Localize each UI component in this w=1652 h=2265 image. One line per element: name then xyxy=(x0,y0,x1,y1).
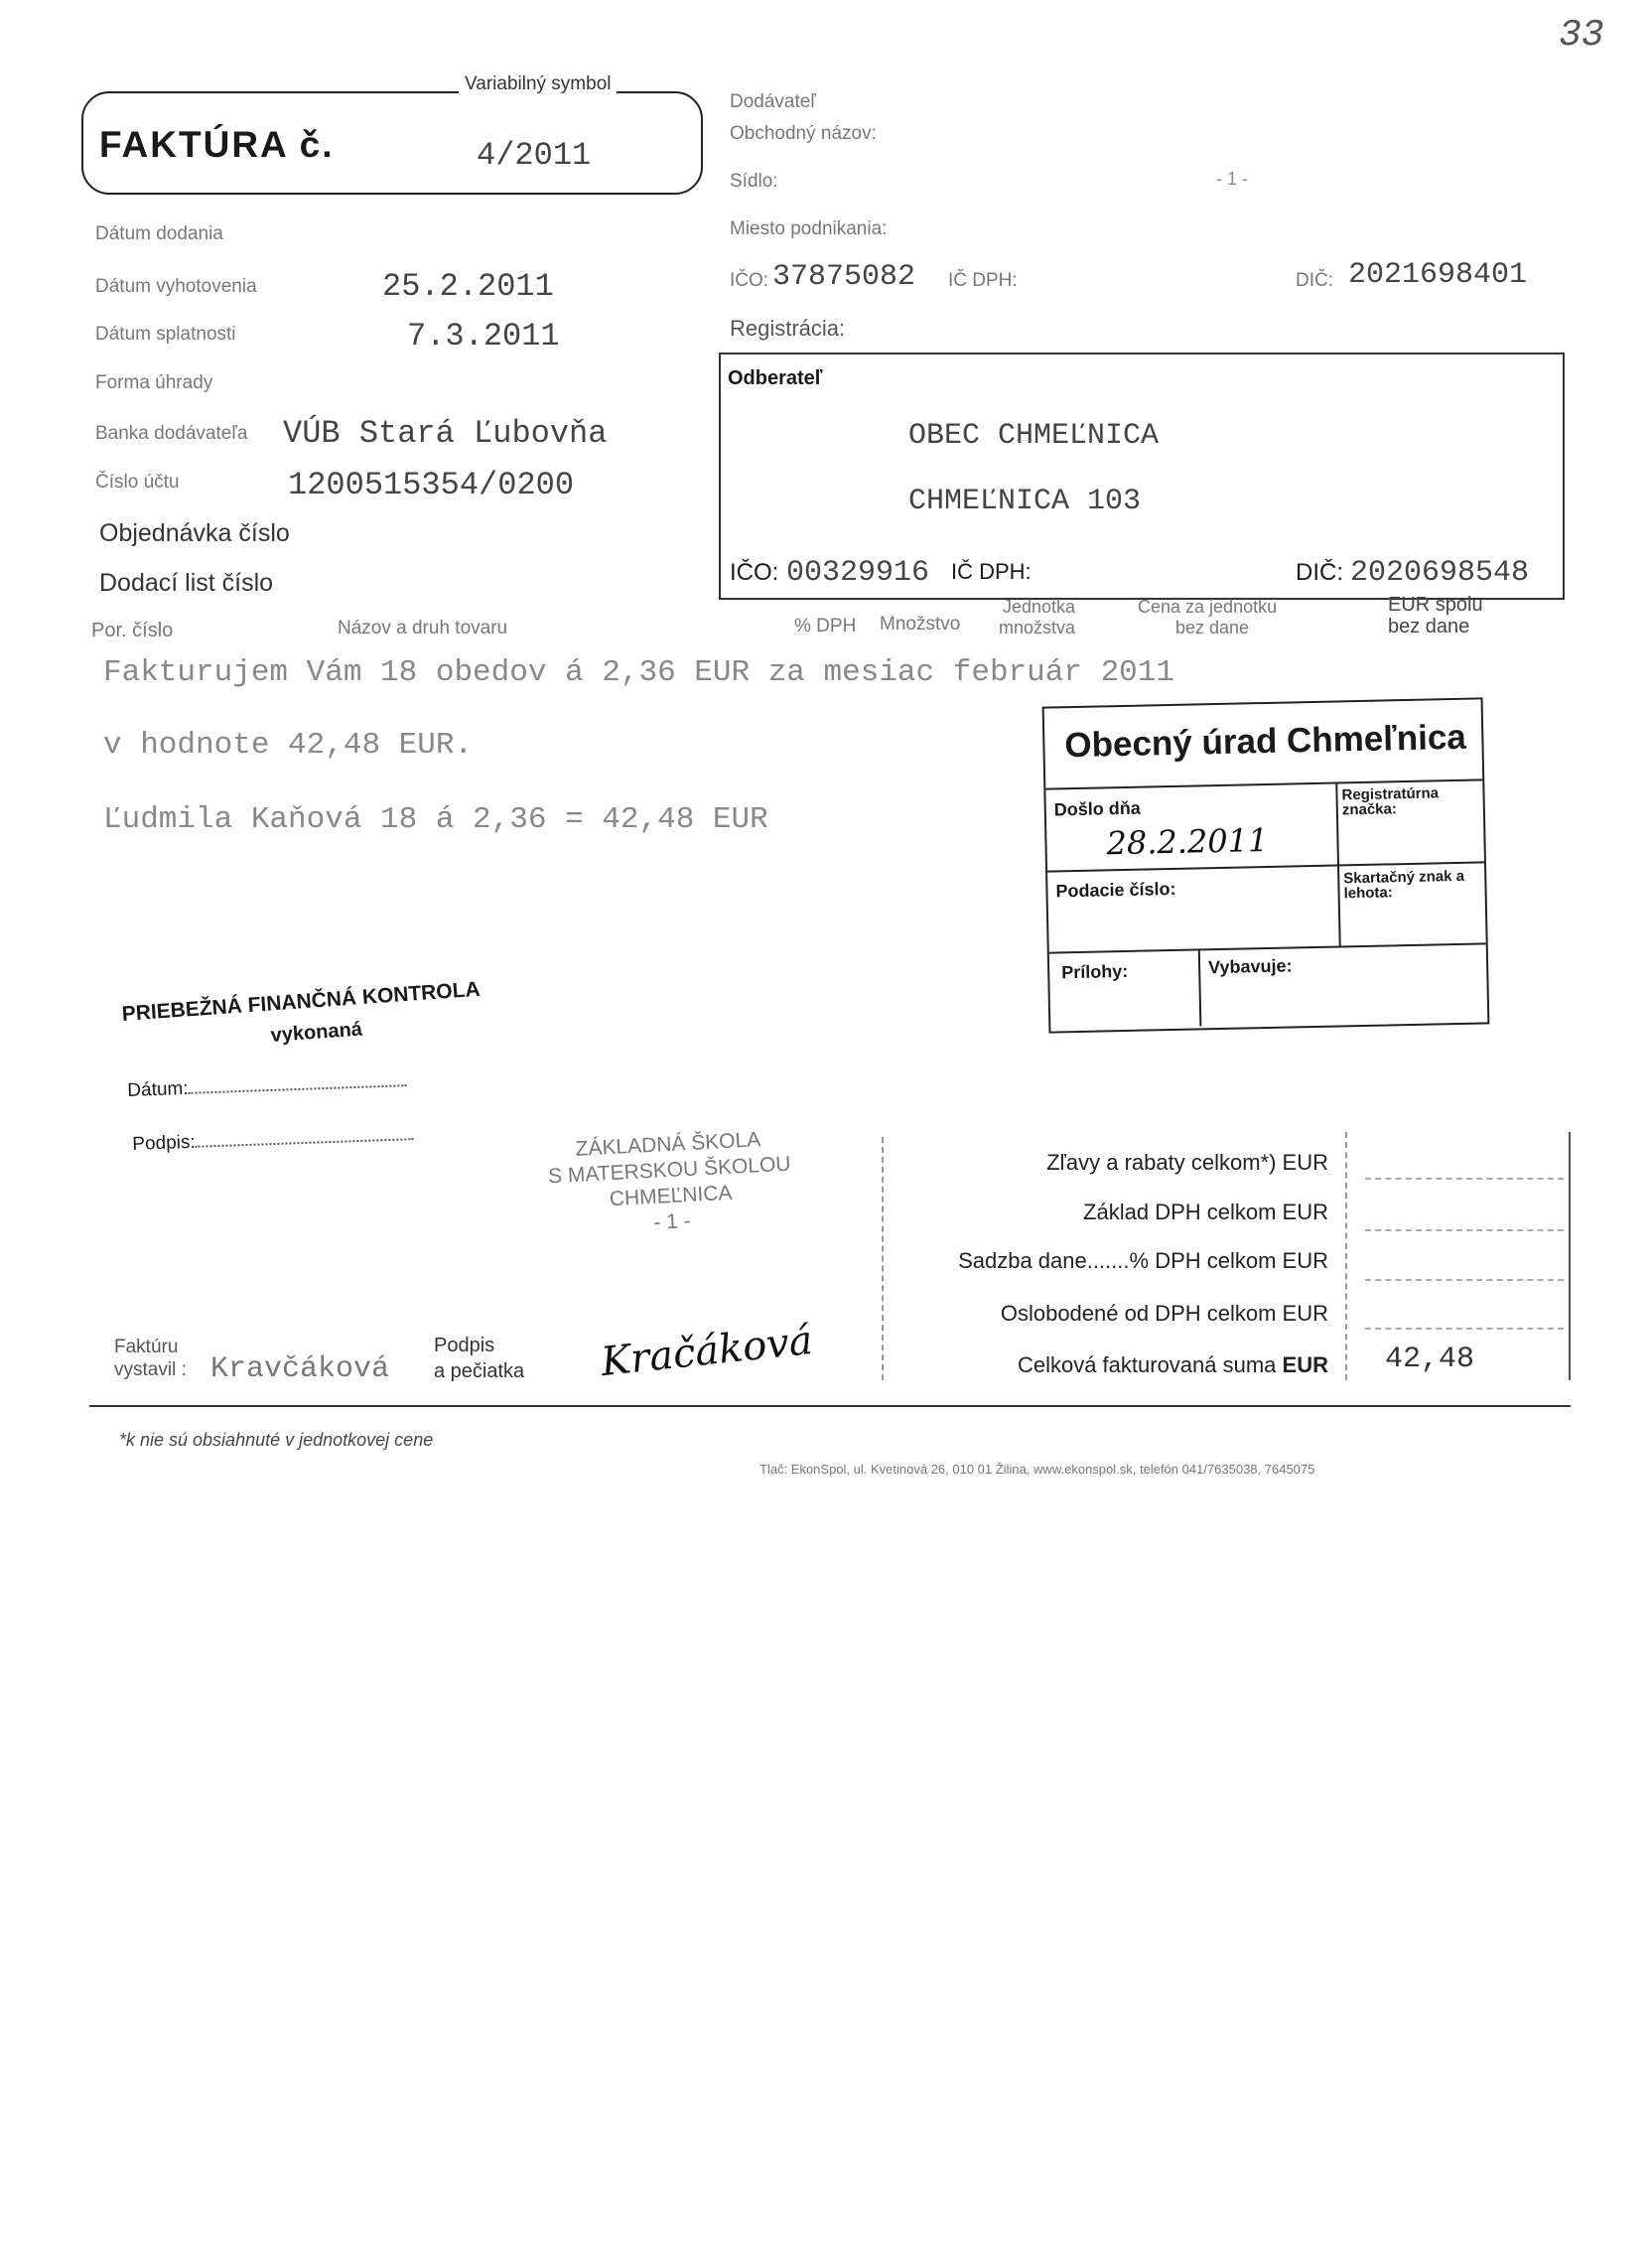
customer-dic: 2020698548 xyxy=(1350,556,1530,590)
stamp-received-date: 28.2.2011 xyxy=(1106,820,1269,863)
bank-name: VÚB Stará Ľubovňa xyxy=(283,415,608,452)
vat-exempt-label: Oslobodené od DPH celkom EUR xyxy=(1000,1301,1328,1326)
invoice-text-line1: Fakturujem Vám 18 obedov á 2,36 EUR za mesiac február 2011 xyxy=(103,655,1174,690)
col-unit-1: Jednotka xyxy=(1003,597,1076,617)
school-stamp-line4: - 1 - xyxy=(652,1208,692,1234)
supplier-dic-label: DIČ: xyxy=(1296,270,1333,291)
total-currency: EUR xyxy=(1282,1352,1328,1377)
supplier-ico: 37875082 xyxy=(772,260,916,294)
due-date-label: Dátum splatnosti xyxy=(95,324,236,345)
print-footer: Tlač: EkonSpol, ul. Kvetinová 26, 010 01 Žilina, www.ekonspol.sk, telefón 041/7635038, 7645075 xyxy=(759,1462,1315,1477)
school-stamp-line1: ZÁKLADNÁ ŠKOLA xyxy=(575,1128,761,1161)
col-qty: Množstvo xyxy=(880,614,961,635)
issuer-label xyxy=(114,1336,187,1381)
stamp-handled-label: Vybavuje: xyxy=(1207,955,1293,978)
signature-label-1: Podpis xyxy=(434,1335,495,1356)
vat-base-label: Základ DPH celkom EUR xyxy=(1083,1200,1328,1224)
col-vat: % DPH xyxy=(794,616,857,637)
bank-label: Banka dodávateľa xyxy=(95,423,248,444)
delivery-note-label: Dodací list číslo xyxy=(99,569,274,597)
invoice-text-line3: Ľudmila Kaňová 18 á 2,36 = 42,48 EUR xyxy=(103,802,768,837)
control-subtitle: vykonaná xyxy=(270,1018,363,1047)
col-total-2: bez dane xyxy=(1388,616,1470,637)
school-stamp-line3: CHMEĽNICA xyxy=(609,1181,734,1211)
invoice-number: 4/2011 xyxy=(477,137,592,174)
supplier-dic: 2021698401 xyxy=(1348,258,1528,292)
col-price-1: Cena za jednotku xyxy=(1138,597,1278,617)
variable-symbol-label: Variabilný symbol xyxy=(459,73,617,95)
payment-form-label: Forma úhrady xyxy=(95,372,213,393)
bottom-divider xyxy=(89,1405,1571,1407)
business-place-label: Miesto podnikania: xyxy=(730,218,888,239)
control-date-row xyxy=(127,1070,407,1102)
registration-label: Registrácia: xyxy=(730,316,846,341)
invoice-title: FAKTÚRA č. xyxy=(99,124,335,165)
control-title: PRIEBEŽNÁ FINANČNÁ KONTROLA xyxy=(121,977,482,1026)
issuer-label-2: vystavil : xyxy=(114,1359,187,1380)
customer-ico-label: IČO: xyxy=(730,559,779,586)
stamp-shred-label: Skartačný znak a lehota: xyxy=(1343,867,1465,903)
stamp-filing-label: Podacie číslo: xyxy=(1055,878,1176,902)
signature-label xyxy=(434,1333,524,1384)
delivery-date-label: Dátum dodania xyxy=(95,223,223,244)
supplier-ic-dph-label: IČ DPH: xyxy=(948,270,1018,291)
customer-dic-label: DIČ: xyxy=(1296,559,1343,586)
school-stamp-line2: S MATERSKOU ŠKOLOU xyxy=(547,1152,792,1189)
account-number: 1200515354/0200 xyxy=(288,467,575,503)
vat-rate-label: Sadzba dane.......% DPH celkom EUR xyxy=(958,1248,1328,1273)
trade-name-label: Obchodný názov: xyxy=(730,123,877,144)
registry-stamp xyxy=(1042,697,1490,1033)
control-signature-label: Podpis: xyxy=(132,1131,197,1155)
control-signature-row xyxy=(132,1124,414,1156)
seat-label: Sídlo: xyxy=(730,171,778,192)
stamp-received-label: Došlo dňa xyxy=(1053,797,1141,820)
customer-ico: 00329916 xyxy=(786,556,930,590)
issue-date-label: Dátum vyhotovenia xyxy=(95,276,257,297)
total-row xyxy=(1018,1352,1328,1378)
discounts-label: Zľavy a rabaty celkom*) EUR xyxy=(1046,1150,1328,1175)
supplier-label: Dodávateľ xyxy=(730,91,816,112)
issue-date: 25.2.2011 xyxy=(382,268,554,305)
customer-name: OBEC CHMEĽNICA xyxy=(908,419,1160,453)
stamp-reg-mark-label: Registratúrna značka: xyxy=(1341,784,1440,819)
issuer-name: Kravčáková xyxy=(210,1352,390,1386)
footnote: *k nie sú obsiahnuté v jednotkovej cene xyxy=(119,1430,434,1450)
col-price-2: bez dane xyxy=(1175,618,1250,637)
supplier-ico-label: IČO: xyxy=(730,270,769,291)
signature-label-2: a pečiatka xyxy=(434,1360,525,1382)
stamp-attachments-label: Prílohy: xyxy=(1061,960,1129,983)
account-label: Číslo účtu xyxy=(95,472,180,493)
issuer-label-1: Faktúru xyxy=(114,1337,179,1357)
col-name: Názov a druh tovaru xyxy=(338,618,508,638)
page-number: 33 xyxy=(1559,14,1604,57)
issuer-signature: Kračáková xyxy=(599,1317,815,1386)
school-stamp xyxy=(538,1125,801,1241)
customer-label: Odberateľ xyxy=(728,367,823,389)
col-item-no: Por. číslo xyxy=(91,620,174,641)
stamp-title: Obecný úrad Chmeľnica xyxy=(1064,717,1467,766)
due-date: 7.3.2011 xyxy=(407,318,560,354)
order-number-label: Objednávka číslo xyxy=(99,519,290,547)
customer-address: CHMEĽNICA 103 xyxy=(908,485,1142,518)
total-label: Celková fakturovaná suma xyxy=(1017,1352,1277,1377)
col-unit-2: množstva xyxy=(999,618,1076,637)
total-value: 42,48 xyxy=(1385,1343,1475,1376)
supplier-stamp-line: - 1 - xyxy=(1216,169,1249,189)
col-total-1: EUR spolu xyxy=(1388,594,1483,616)
customer-ic-dph-label: IČ DPH: xyxy=(951,559,1032,584)
control-date-label: Dátum: xyxy=(127,1077,189,1101)
invoice-text-line2: v hodnote 42,48 EUR. xyxy=(103,728,474,763)
